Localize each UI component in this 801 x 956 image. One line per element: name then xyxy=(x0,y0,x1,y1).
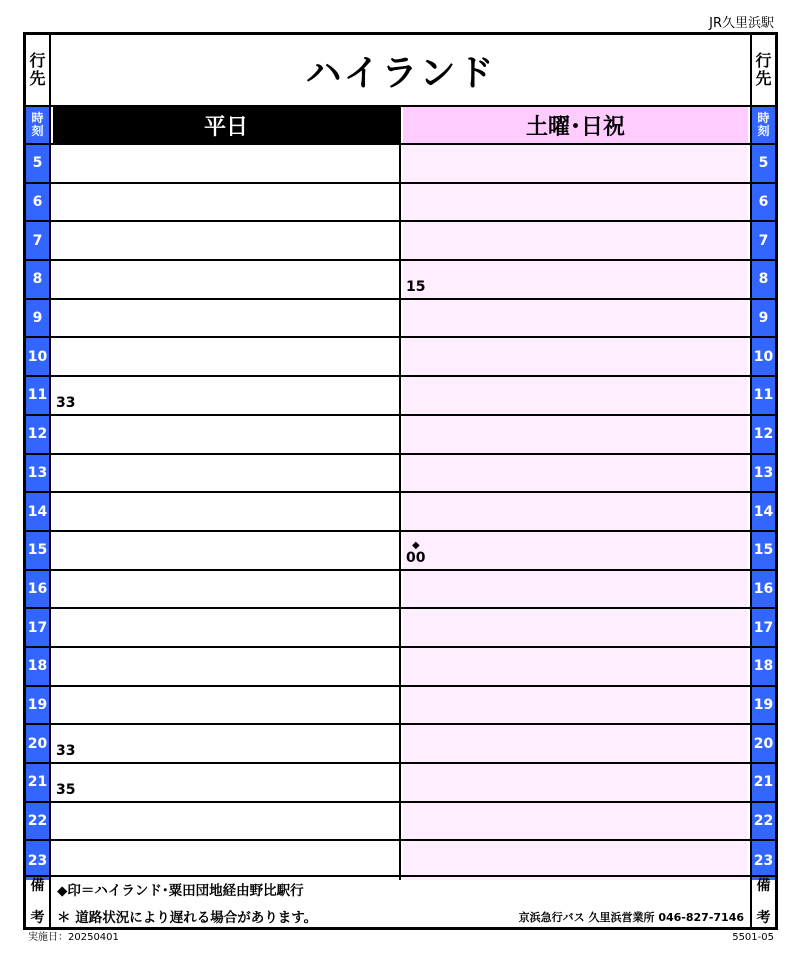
holiday-cell xyxy=(403,532,748,569)
departure-time xyxy=(56,396,75,411)
hour-label-left: 19 xyxy=(26,687,51,724)
hour-label-right: 12 xyxy=(750,416,775,453)
hour-label-right: 10 xyxy=(750,338,775,375)
departure-minute: 00 xyxy=(406,549,426,566)
hour-row-13 xyxy=(26,455,775,494)
weekday-cell xyxy=(53,609,401,646)
hour-row-6 xyxy=(26,184,775,223)
hour-row-14 xyxy=(26,493,775,532)
weekday-header: 平日 xyxy=(53,107,401,143)
holiday-cell xyxy=(403,338,748,375)
holiday-cell xyxy=(403,803,748,840)
holiday-cell xyxy=(403,222,748,259)
departure-minute: 15 xyxy=(406,278,426,295)
hour-column-header-right: 時 刻 xyxy=(750,107,775,143)
hour-row-15 xyxy=(26,532,775,571)
notes-label-left: 備 考 xyxy=(26,877,51,927)
weekday-cell xyxy=(53,184,401,221)
hour-rows xyxy=(26,145,775,880)
weekday-cell xyxy=(53,455,401,492)
destination-name: ハイランド xyxy=(305,52,496,94)
note-delay: ＊ 道路状況により遅れる場合があります。 xyxy=(57,910,318,926)
holiday-header: 土曜･日祝 xyxy=(403,107,748,143)
notes-row xyxy=(26,875,775,927)
weekday-cell xyxy=(53,416,401,453)
hour-label-left: 13 xyxy=(26,455,51,492)
weekday-cell xyxy=(53,493,401,530)
weekday-cell xyxy=(53,687,401,724)
hour-label-left: 23 xyxy=(26,841,51,880)
hour-label-left: 22 xyxy=(26,803,51,840)
holiday-cell xyxy=(403,377,748,414)
hour-label-left: 9 xyxy=(26,300,51,337)
hour-label-left: 18 xyxy=(26,648,51,685)
hour-row-9 xyxy=(26,300,775,339)
departure-time xyxy=(406,280,425,295)
hour-row-5 xyxy=(26,145,775,184)
weekday-cell xyxy=(53,725,401,762)
hour-label-left: 17 xyxy=(26,609,51,646)
hour-label-right: 16 xyxy=(750,571,775,608)
weekday-cell xyxy=(53,377,401,414)
destination-label-left: 行 先 xyxy=(26,35,51,105)
weekday-cell xyxy=(53,300,401,337)
departure-time xyxy=(56,783,75,798)
holiday-cell xyxy=(403,145,748,182)
hour-label-left: 20 xyxy=(26,725,51,762)
hour-row-16 xyxy=(26,571,775,610)
hour-label-right: 20 xyxy=(750,725,775,762)
weekday-cell xyxy=(53,532,401,569)
weekday-cell xyxy=(53,764,401,801)
hour-row-22 xyxy=(26,803,775,842)
weekday-cell xyxy=(53,145,401,182)
holiday-cell xyxy=(403,300,748,337)
operator-contact: 京浜急行バス 久里浜営業所 046-827-7146 xyxy=(518,911,744,924)
hour-label-left: 12 xyxy=(26,416,51,453)
hour-row-20 xyxy=(26,725,775,764)
timetable-code: 5501-05 xyxy=(732,932,774,943)
hour-label-left: 8 xyxy=(26,261,51,298)
route-mark-icon: ◆ xyxy=(412,539,420,551)
hour-label-right: 7 xyxy=(750,222,775,259)
hour-label-right: 19 xyxy=(750,687,775,724)
departure-time xyxy=(406,540,425,566)
hour-row-18 xyxy=(26,648,775,687)
hour-label-left: 16 xyxy=(26,571,51,608)
holiday-cell xyxy=(403,687,748,724)
weekday-cell xyxy=(53,261,401,298)
hour-row-17 xyxy=(26,609,775,648)
hour-label-right: 18 xyxy=(750,648,775,685)
holiday-cell xyxy=(403,571,748,608)
weekday-cell xyxy=(53,338,401,375)
hour-label-left: 21 xyxy=(26,764,51,801)
hour-column-header-left: 時 刻 xyxy=(26,107,51,143)
hour-label-left: 11 xyxy=(26,377,51,414)
note-route-mark: ◆印＝ハイランド･粟田団地経由野比駅行 xyxy=(57,883,304,899)
notes-label-right: 備 考 xyxy=(750,877,775,927)
hour-label-left: 6 xyxy=(26,184,51,221)
holiday-cell xyxy=(403,493,748,530)
hour-label-right: 14 xyxy=(750,493,775,530)
hour-label-right: 15 xyxy=(750,532,775,569)
holiday-cell xyxy=(403,725,748,762)
hour-label-right: 17 xyxy=(750,609,775,646)
weekday-cell xyxy=(53,803,401,840)
holiday-cell xyxy=(403,764,748,801)
station-name: JR久里浜駅 xyxy=(709,16,774,31)
hour-label-right: 21 xyxy=(750,764,775,801)
hour-label-right: 11 xyxy=(750,377,775,414)
destination-row xyxy=(26,35,775,107)
hour-label-left: 15 xyxy=(26,532,51,569)
hour-label-left: 5 xyxy=(26,145,51,182)
hour-label-right: 23 xyxy=(750,841,775,880)
hour-label-right: 22 xyxy=(750,803,775,840)
departure-time xyxy=(56,744,75,759)
hour-label-right: 5 xyxy=(750,145,775,182)
hour-row-21 xyxy=(26,764,775,803)
hour-label-left: 7 xyxy=(26,222,51,259)
column-header-row xyxy=(26,107,775,145)
holiday-cell xyxy=(403,648,748,685)
hour-label-right: 9 xyxy=(750,300,775,337)
hour-label-right: 8 xyxy=(750,261,775,298)
holiday-cell xyxy=(403,455,748,492)
hour-row-12 xyxy=(26,416,775,455)
weekday-cell xyxy=(53,222,401,259)
hour-row-7 xyxy=(26,222,775,261)
hour-label-right: 6 xyxy=(750,184,775,221)
departure-minute: 33 xyxy=(56,394,76,411)
departure-minute: 33 xyxy=(56,743,76,759)
hour-row-11 xyxy=(26,377,775,416)
holiday-cell xyxy=(403,261,748,298)
hour-label-left: 14 xyxy=(26,493,51,530)
timetable-grid xyxy=(26,107,775,880)
hour-label-left: 10 xyxy=(26,338,51,375)
effective-date: 実施日：20250401 xyxy=(28,932,119,943)
departure-minute: 35 xyxy=(56,781,76,798)
destination-label-right: 行 先 xyxy=(750,35,775,105)
weekday-cell xyxy=(53,571,401,608)
holiday-cell xyxy=(403,184,748,221)
timetable-sheet xyxy=(23,32,778,930)
holiday-cell xyxy=(403,416,748,453)
hour-label-right: 13 xyxy=(750,455,775,492)
holiday-cell xyxy=(403,609,748,646)
weekday-cell xyxy=(53,648,401,685)
hour-row-19 xyxy=(26,687,775,726)
hour-row-10 xyxy=(26,338,775,377)
hour-row-8 xyxy=(26,261,775,300)
